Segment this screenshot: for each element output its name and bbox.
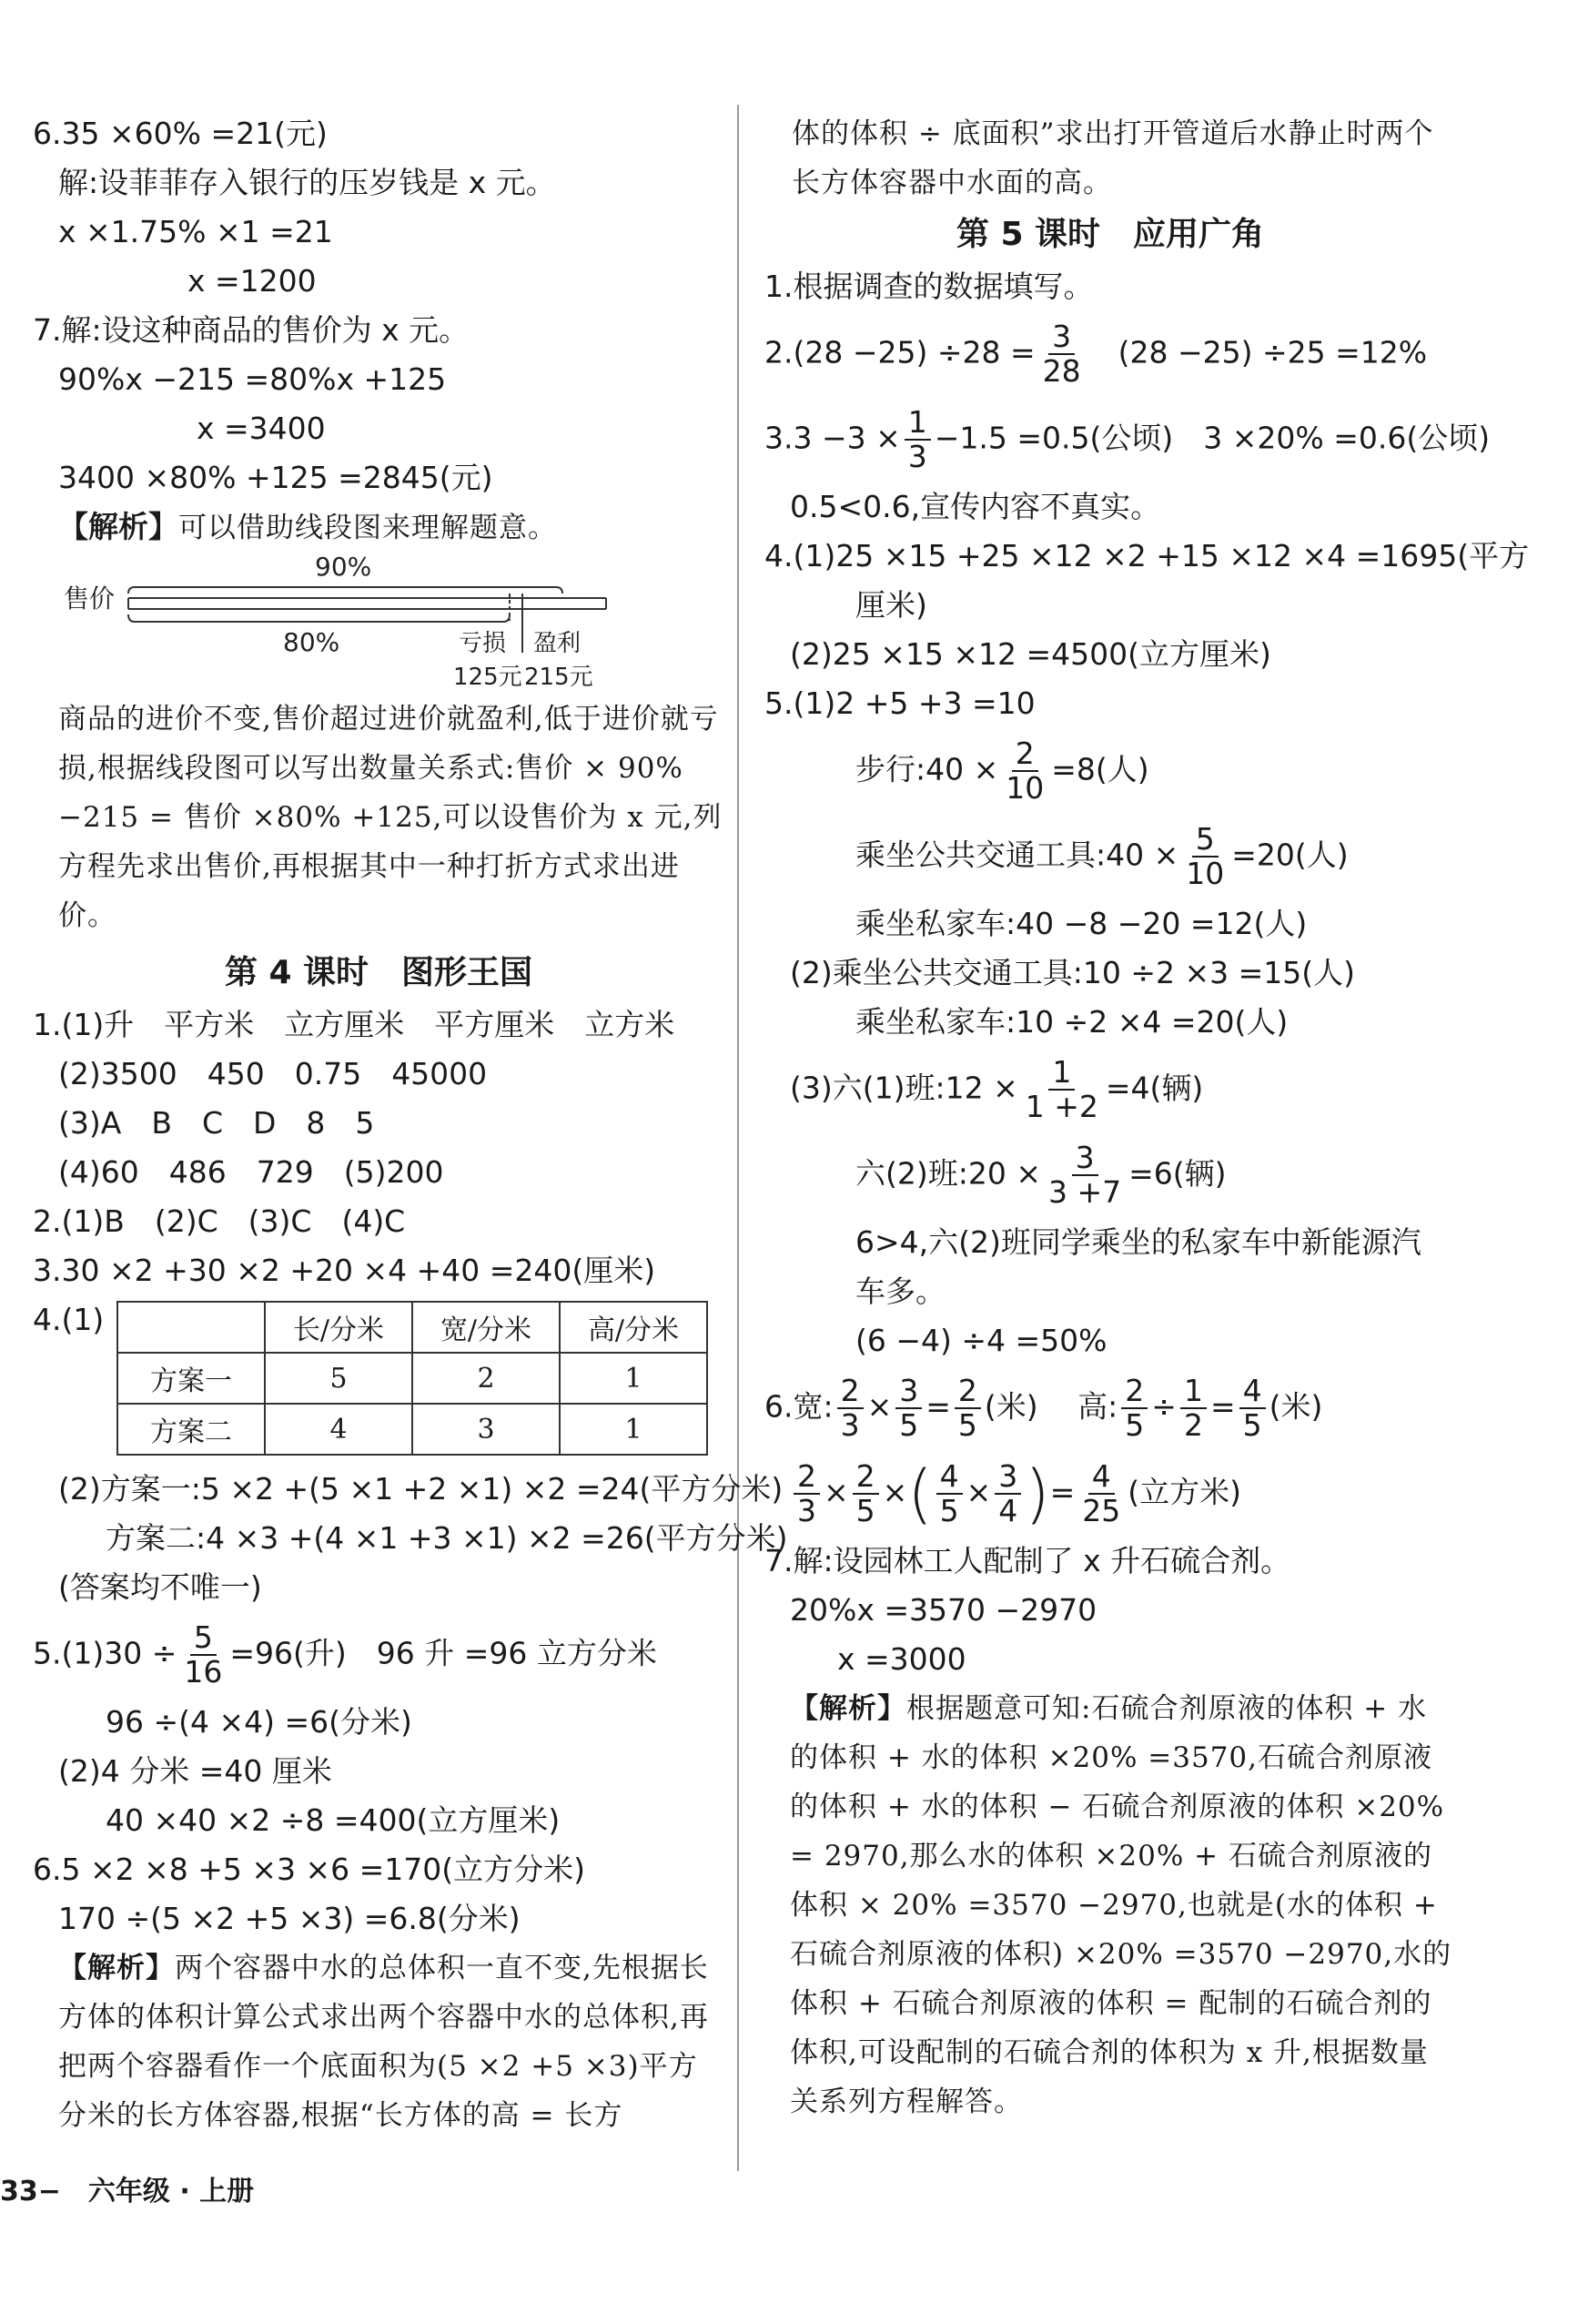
denominator: 5	[1242, 1407, 1262, 1443]
denominator: 2	[1183, 1407, 1203, 1443]
l4-q1-line4: (4)60 486 729 (5)200	[58, 1154, 444, 1190]
expr-text: −1.5 =0.5(公顷) 3 ×20% =0.6(公顷)	[934, 420, 1491, 456]
l4-q2: 2.(1)B (2)C (3)C (4)C	[33, 1203, 406, 1239]
l4-q1-line2: (2)3500 450 0.75 45000	[58, 1056, 488, 1091]
right-paren: )	[1025, 1456, 1050, 1531]
numerator: 2	[1012, 737, 1038, 772]
l4-q3: 3.30 ×2 +30 ×2 +20 ×4 +40 =240(厘米)	[33, 1253, 656, 1288]
operator: ×	[966, 1474, 992, 1510]
r-q5-walk	[764, 728, 1456, 814]
analysis-text: 两个容器中水的总体积一直不变,先根据长方体的体积计算公式求出两个容器中水的总体积,再把两个容器看作一个底面积为(5 ×2 +5 ×3)平方分米的长方体容器,根据“长方体的高 = 长方	[58, 1952, 709, 2132]
expr-text: =4(辆)	[1105, 1070, 1204, 1106]
r-q7-line1: 7.解:设园林工人配制了 x 升石硫合剂。	[764, 1543, 1291, 1578]
left-paren: (	[907, 1456, 933, 1531]
denominator: 5	[899, 1407, 919, 1443]
lesson5-title: 第 5 课时 应用广角	[956, 216, 1265, 253]
r-q1: 1.根据调查的数据填写。	[764, 269, 1094, 304]
numerator: 2	[955, 1375, 981, 1409]
operator: ÷	[1151, 1388, 1177, 1425]
l4-q6-analysis	[33, 1943, 724, 2140]
denominator: 10	[1186, 856, 1225, 891]
expr-text: (3)六(1)班:12 ×	[790, 1070, 1018, 1106]
q6-line-1: 6.35 ×60% =21(元)	[33, 116, 328, 151]
denominator: 1 +2	[1025, 1089, 1098, 1124]
r-q5-car: 乘坐私家车:40 −8 −20 =12(人)	[855, 906, 1308, 941]
label-price: 售价	[64, 584, 116, 614]
fraction	[1045, 1142, 1125, 1209]
expr-text: 5.(1)30 ÷	[33, 1635, 177, 1671]
r-q5-line1: 5.(1)2 +5 +3 =10	[764, 685, 1036, 721]
operator: =	[1049, 1474, 1076, 1510]
r-q5-part3-class1	[764, 1047, 1456, 1132]
analysis-text: 根据题意可知:石硫合剂原液的体积 + 水的体积 + 水的体积 ×20% =3570,石硫合剂原液的体积 + 水的体积 − 石硫合剂原液的体积 ×20% = 2970,那么水的体积 ×20% + 石硫合剂原液的体积 × 20% =3570 −2970,也就是(水的体积 + 石硫合剂原液的体积) ×20% =3570 −2970,水的体积 + 石硫合剂原液的体积 = 配制的石硫合剂的体积,可设配制的石硫合剂的体积为 x 升,根据数量关系列方程解答。	[790, 1692, 1452, 2118]
denominator: 28	[1042, 353, 1081, 389]
fraction	[955, 1375, 981, 1442]
table-cell: 1	[560, 1353, 707, 1404]
unit: (米)	[984, 1388, 1038, 1425]
plan-table-header	[117, 1302, 707, 1353]
expr-text: (28 −25) ÷25 =12%	[1118, 334, 1428, 370]
expr-text: 步行:40 ×	[855, 751, 999, 787]
plan-table-header-cell	[117, 1302, 265, 1353]
fraction	[180, 1621, 226, 1689]
r-q5-bus	[764, 814, 1456, 899]
fraction	[1002, 737, 1047, 805]
numerator: 1	[1180, 1375, 1207, 1409]
numerator: 2	[837, 1375, 864, 1409]
plan-table-header-cell: 高/分米	[560, 1302, 707, 1353]
denominator: 3	[907, 439, 927, 474]
denominator: 25	[1082, 1493, 1121, 1528]
q7-line-4: 3400 ×80% +125 =2845(元)	[58, 460, 493, 495]
segment-diagram-svg	[33, 553, 670, 689]
label-90: 90%	[315, 553, 372, 582]
r-q7-line3: x =3000	[837, 1641, 966, 1677]
l4-q5-line2: 96 ÷(4 ×4) =6(分米)	[106, 1704, 412, 1740]
operator: ×	[866, 1388, 893, 1425]
r-q5-conclusion2: 车多。	[855, 1274, 946, 1309]
l4-q1-line3: (3)A B C D 8 5	[58, 1105, 375, 1141]
l4-q4-line3: 方案二:4 ×3 +(4 ×1 +3 ×1) ×2 =26(平方分米)	[106, 1520, 788, 1556]
plan-table-header-cell: 宽/分米	[412, 1302, 560, 1353]
r-q7-line2: 20%x =3570 −2970	[790, 1592, 1097, 1628]
q7-line-3: x =3400	[197, 411, 326, 446]
operator: ×	[824, 1474, 849, 1510]
table-cell: 方案二	[117, 1404, 265, 1455]
q6-line-3: x ×1.75% ×1 =21	[58, 214, 333, 249]
fraction	[794, 1460, 820, 1527]
label-80: 80%	[283, 627, 340, 657]
expr-text: =6(辆)	[1128, 1155, 1227, 1192]
r-q4-line3: (2)25 ×15 ×12 =4500(立方厘米)	[790, 636, 1271, 672]
continued-analysis: 体的体积 ÷ 底面积”求出打开管道后水静止时两个长方体容器中水面的高。	[792, 117, 1434, 199]
operator: =	[1209, 1388, 1236, 1425]
table-cell: 4	[265, 1404, 412, 1455]
fraction	[1022, 1056, 1102, 1123]
expr-text: 2.(28 −25) ÷28 =	[764, 334, 1036, 370]
denominator: 3	[840, 1407, 860, 1443]
fraction	[1078, 1460, 1124, 1527]
l4-q5-line4: 40 ×40 ×2 ÷8 =400(立方厘米)	[106, 1802, 561, 1838]
l4-q5-line3: (2)4 分米 =40 厘米	[58, 1753, 332, 1789]
numerator: 5	[1192, 823, 1219, 858]
q7-line-1: 7.解:设这种商品的售价为 x 元。	[33, 312, 470, 348]
brace-80	[128, 614, 510, 622]
right-column	[764, 109, 1530, 2126]
numerator: 3	[1048, 320, 1075, 355]
table-cell: 2	[412, 1353, 560, 1404]
r-q6-line2	[764, 1451, 1456, 1537]
fraction	[1121, 1375, 1148, 1442]
fraction	[1182, 823, 1228, 890]
fraction	[905, 406, 931, 473]
q6-line-4: x =1200	[187, 263, 317, 299]
l4-q4-label: 4.(1)	[33, 1302, 105, 1337]
expr-text: 3.3 −3 ×	[764, 420, 901, 456]
denominator: 3	[797, 1493, 816, 1528]
column-divider	[737, 105, 739, 2171]
analysis-text: 可以借助线段图来理解题意。	[178, 512, 557, 544]
r-q2	[764, 311, 1456, 397]
unit: (立方米)	[1128, 1474, 1241, 1510]
r-q3-line2: 0.5<0.6,宣传内容不真实。	[790, 489, 1161, 524]
denominator: 4	[998, 1493, 1018, 1528]
q7-analysis-intro	[33, 502, 724, 553]
l4-q4-line2: (2)方案一:5 ×2 +(5 ×1 +2 ×1) ×2 =24(平方分米)	[58, 1471, 784, 1507]
l4-q5-line1	[33, 1612, 724, 1698]
l4-q6-line2: 170 ÷(5 ×2 +5 ×3) =6.8(分米)	[58, 1901, 521, 1936]
fraction	[853, 1460, 879, 1527]
lesson4-title: 第 4 课时 图形王国	[224, 954, 533, 991]
numerator: 5	[190, 1621, 217, 1656]
fraction	[1180, 1375, 1207, 1442]
numerator: 1	[905, 406, 931, 441]
q7-line-2: 90%x −215 =80%x +125	[58, 361, 447, 397]
fraction	[837, 1375, 864, 1442]
plan-table	[116, 1301, 708, 1456]
q6-line-2: 解:设菲菲存入银行的压岁钱是 x 元。	[58, 165, 556, 200]
fraction	[1239, 1375, 1266, 1442]
page-footer: 33− 六年级 · 上册	[0, 2176, 255, 2207]
expr-text: 六(2)班:20 ×	[855, 1155, 1041, 1192]
denominator: 3 +7	[1048, 1174, 1122, 1210]
l4-q6-line1: 6.5 ×2 ×8 +5 ×3 ×6 =170(立方分米)	[33, 1852, 586, 1887]
l4-q4-line4: (答案均不唯一)	[58, 1569, 262, 1605]
denominator: 5	[939, 1493, 959, 1528]
r-q5-part2: (2)乘坐公共交通工具:10 ÷2 ×3 =15(人)	[790, 955, 1356, 990]
q7-explanation: 商品的进价不变,售价超过进价就盈利,低于进价就亏损,根据线段图可以写出数量关系式:售价 × 90% −215 = 售价 ×80% +125,可以设售价为 x 元,列方程先求出售价,再根据其中一种打折方式求出进价。	[58, 703, 723, 932]
label-215: 215元	[524, 664, 593, 689]
l4-q1-line1: 1.(1)升 平方米 立方厘米 平方厘米 立方米	[33, 1007, 675, 1042]
operator: ×	[882, 1474, 908, 1510]
numerator: 4	[1239, 1375, 1266, 1409]
r-q7-analysis	[764, 1684, 1456, 2126]
analysis-tag: 【解析】	[58, 1952, 175, 1984]
fraction	[995, 1460, 1021, 1527]
denominator: 10	[1006, 770, 1045, 806]
denominator: 5	[957, 1407, 977, 1443]
numerator: 2	[794, 1460, 820, 1495]
expr-text: 高:	[1077, 1388, 1118, 1425]
r-q6-line1	[764, 1365, 1456, 1451]
expr-text: =96(升) 96 升 =96 立方分米	[229, 1635, 657, 1671]
table-row	[117, 1404, 707, 1455]
numerator: 4	[1088, 1460, 1115, 1495]
label-125: 125元	[453, 664, 522, 689]
analysis-tag: 【解析】	[58, 509, 178, 544]
expr-text: =20(人)	[1231, 837, 1349, 873]
r-q4-line2: 厘米)	[855, 587, 927, 623]
r-q5-percent: (6 −4) ÷4 =50%	[855, 1323, 1108, 1358]
r-q5-part2-car: 乘坐私家车:10 ÷2 ×4 =20(人)	[855, 1004, 1289, 1040]
segment-diagram	[33, 553, 724, 689]
table-cell: 1	[560, 1404, 707, 1455]
numerator: 4	[936, 1460, 963, 1495]
unit: (米)	[1269, 1388, 1323, 1425]
plan-table-header-cell: 长/分米	[265, 1302, 412, 1353]
numerator: 2	[853, 1460, 879, 1495]
numerator: 3	[995, 1460, 1021, 1495]
r-q3	[764, 397, 1491, 482]
denominator: 5	[1125, 1407, 1145, 1443]
table-cell: 方案一	[117, 1353, 265, 1404]
expr-text: 6.宽:	[764, 1388, 834, 1425]
r-q4-line1: 4.(1)25 ×15 +25 ×12 ×2 +15 ×12 ×4 =1695(平方	[764, 538, 1530, 573]
numerator: 1	[1048, 1056, 1075, 1091]
label-loss: 亏损	[459, 630, 507, 657]
fraction	[895, 1375, 922, 1442]
expr-text: =8(人)	[1051, 751, 1149, 787]
fraction	[1039, 320, 1085, 388]
fraction	[936, 1460, 963, 1527]
analysis-tag: 【解析】	[790, 1692, 906, 1725]
numerator: 3	[1072, 1142, 1098, 1176]
table-cell: 5	[265, 1353, 412, 1404]
denominator: 5	[855, 1493, 875, 1528]
numerator: 2	[1121, 1375, 1148, 1409]
brace-90	[128, 587, 562, 594]
operator: =	[925, 1388, 951, 1425]
label-profit: 盈利	[533, 630, 582, 657]
r-q5-part3-class2	[764, 1132, 1456, 1218]
r-q5-conclusion: 6>4,六(2)班同学乘坐的私家车中新能源汽	[855, 1224, 1421, 1260]
table-cell: 3	[412, 1404, 560, 1455]
numerator: 3	[895, 1375, 922, 1409]
table-row	[117, 1353, 707, 1404]
expr-text: 乘坐公共交通工具:40 ×	[855, 837, 1179, 873]
left-column	[33, 109, 788, 2140]
denominator: 16	[184, 1654, 223, 1690]
